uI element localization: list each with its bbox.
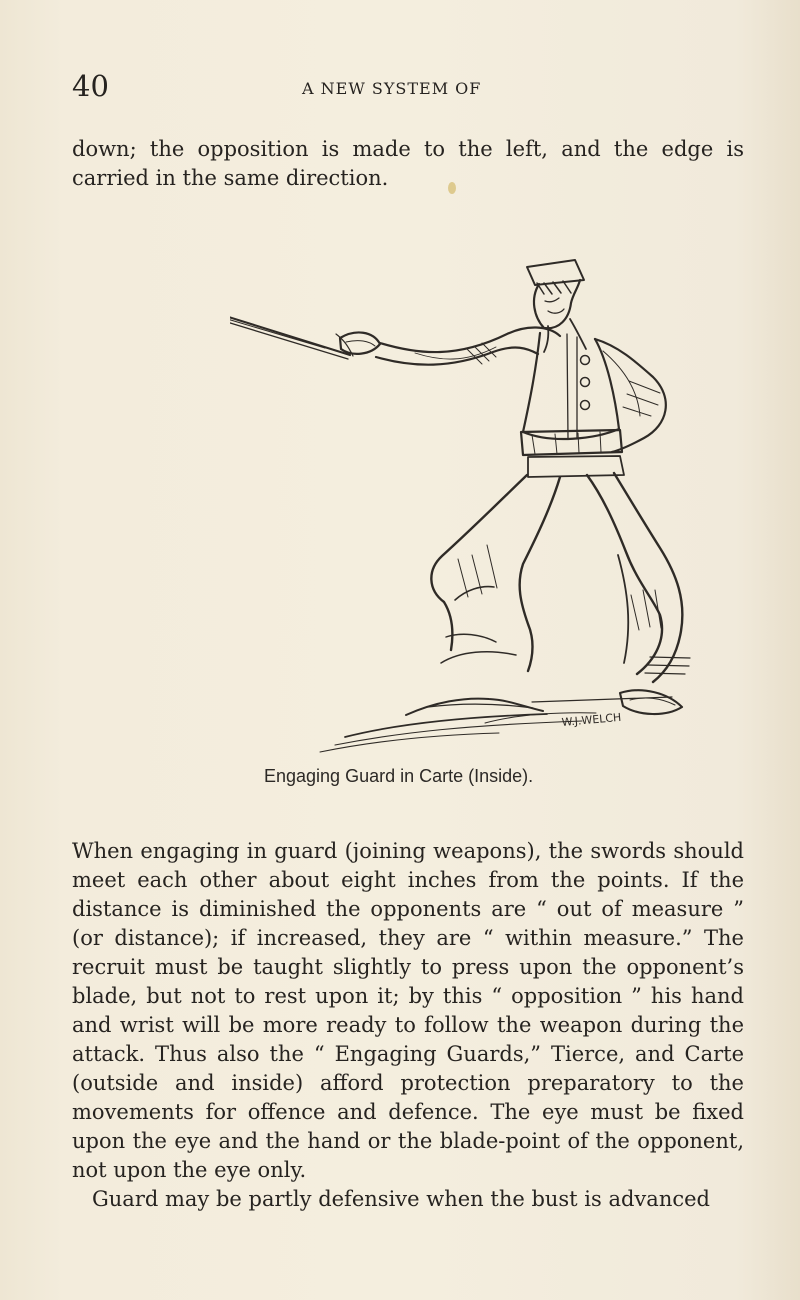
fencer-figure-icon bbox=[320, 260, 690, 752]
opening-paragraph: down; the opposition is made to the left, and the edge is carried in the same direction. bbox=[72, 137, 744, 190]
continuing-paragraph: Guard may be partly defensive when the bust is advanced bbox=[92, 1187, 710, 1211]
running-title: A NEW SYSTEM OF bbox=[302, 79, 482, 98]
page-number: 40 bbox=[72, 69, 109, 103]
artist-signature: W.J.WELCH bbox=[561, 710, 622, 729]
body-paragraph: When engaging in guard (joining weapons), the swords should meet each other about eight inches from the points. If the distance is diminished the opponents are “ out of measure ” (or distance); if increased, they are “ within measure.” The recruit must be taught slightly to press upon the opponent’s blade, but not to rest upon it; by this “ opposition ” his hand and wrist will be more ready to follow the weapon during the attack. Thus also the “ Engaging Guards,” Tierce, and Carte (outside and inside) afford protection preparatory to the movements for offence and defence. The eye must be fixed upon the eye and the hand or the blade-point of the opponent, not upon the eye only. bbox=[72, 839, 744, 1182]
body-text bbox=[72, 837, 744, 1214]
figure-caption: Engaging Guard in Carte (Inside). bbox=[264, 766, 534, 786]
running-head bbox=[72, 70, 744, 110]
sword-icon bbox=[230, 283, 380, 359]
fencer-illustration bbox=[230, 245, 700, 775]
paper-speck bbox=[448, 182, 456, 194]
